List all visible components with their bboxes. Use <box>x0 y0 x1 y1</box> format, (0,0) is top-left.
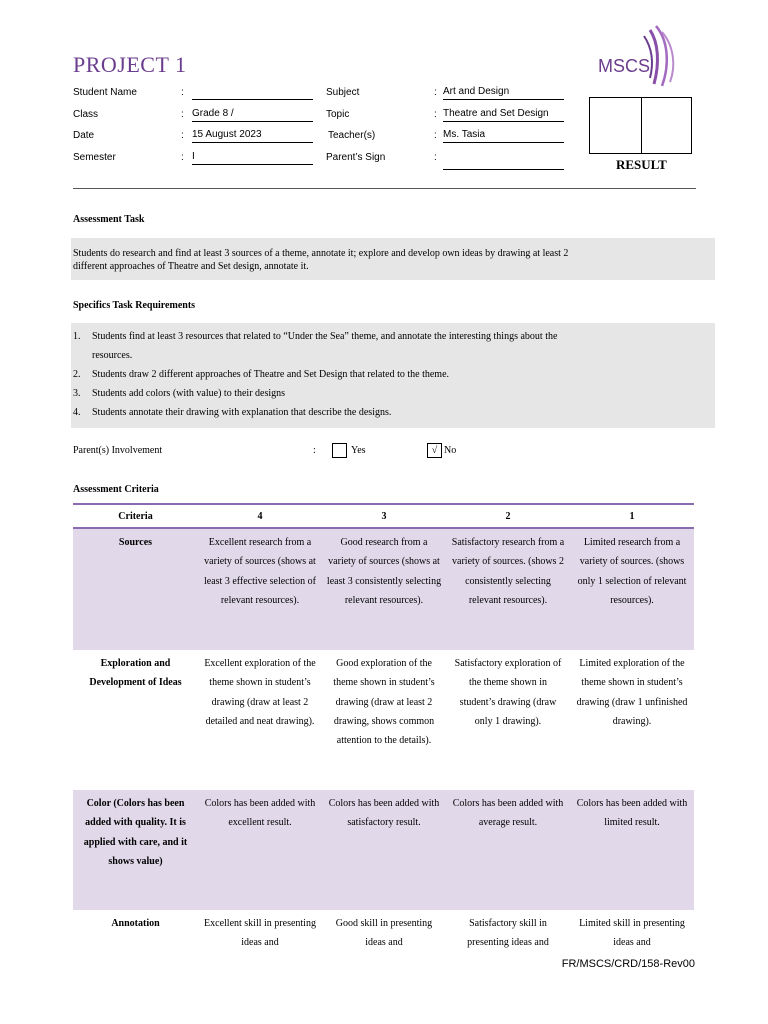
colon: : <box>313 445 316 456</box>
table-cell: Good research from a variety of sources (shows at least 3 consistently selecting relevant resources). <box>322 528 446 650</box>
table-cell: Satisfactory exploration of the theme shown in student’s drawing (draw only 1 drawing). <box>454 658 562 727</box>
colon: : <box>181 152 184 163</box>
date-label: Date <box>73 130 95 141</box>
table-cell: Colors has been added with excellent result. <box>198 790 322 910</box>
date-field[interactable]: 15 August 2023 <box>192 129 313 143</box>
document-code: FR/MSCS/CRD/158-Rev00 <box>561 958 695 970</box>
table-cell: Satisfactory skill in presenting ideas and <box>467 918 549 949</box>
teacher-field[interactable]: Ms. Tasia <box>443 129 564 143</box>
yes-checkbox[interactable] <box>332 443 347 458</box>
criteria-heading: Assessment Criteria <box>73 484 159 495</box>
table-cell: Limited skill in presenting ideas and <box>579 918 685 949</box>
colon: : <box>434 152 437 163</box>
colon: : <box>181 109 184 120</box>
list-item-number: 3. <box>73 388 81 399</box>
school-logo <box>598 22 688 94</box>
student-name-label: Student Name <box>73 87 137 98</box>
list-item: Students find at least 3 resources that related to “Under the Sea” theme, and annotate the interesting things about the <box>92 331 558 342</box>
column-header: 4 <box>198 504 322 528</box>
colon: : <box>181 87 184 98</box>
table-row <box>73 528 694 650</box>
parent-involvement-label: Parent(s) Involvement <box>73 445 163 456</box>
colon: : <box>434 130 437 141</box>
assessment-task-band <box>71 238 715 280</box>
list-item-continued: resources. <box>92 350 133 361</box>
result-box-divider <box>641 98 642 153</box>
column-header: 2 <box>446 504 570 528</box>
assessment-task-line: Students do research and find at least 3 sources of a theme, annotate it; explore and develop own ideas by drawing at least 2 <box>73 248 569 259</box>
class-label: Class <box>73 109 99 120</box>
semester-field[interactable]: I <box>192 151 313 165</box>
student-name-field[interactable] <box>192 86 313 100</box>
table-row <box>73 790 694 910</box>
class-field[interactable]: Grade 8 / <box>192 108 313 122</box>
column-header: 3 <box>322 504 446 528</box>
colon: : <box>181 130 184 141</box>
colon: : <box>434 87 437 98</box>
page-title: PROJECT 1 <box>73 52 187 77</box>
list-item: Students add colors (with value) to their designs <box>92 388 286 399</box>
table-cell: Satisfactory research from a variety of sources. (shows 2 consistently selecting relevant resources). <box>446 528 570 650</box>
table-cell: Good exploration of the theme shown in student’s drawing (draw at least 2 drawing, shows common attention to the details). <box>333 658 435 747</box>
subject-field[interactable]: Art and Design <box>443 86 564 100</box>
criteria-table <box>73 503 694 957</box>
list-item-number: 4. <box>73 407 81 418</box>
table-cell: Excellent skill in presenting ideas and <box>204 918 316 949</box>
column-header: Criteria <box>73 504 198 528</box>
subject-label: Subject <box>326 87 360 98</box>
table-row <box>73 650 694 790</box>
criteria-name: Exploration and Development of Ideas <box>89 658 182 689</box>
list-item-number: 2. <box>73 369 81 380</box>
header-divider <box>73 188 696 189</box>
result-label: RESULT <box>616 157 667 172</box>
table-row <box>73 910 694 957</box>
result-box[interactable] <box>589 97 692 154</box>
no-checkbox[interactable]: √ <box>427 443 442 458</box>
teacher-label: Teacher(s) <box>328 130 376 141</box>
table-cell: Excellent exploration of the theme shown in student’s drawing (draw at least 2 detailed and neat drawing). <box>204 658 316 727</box>
topic-label: Topic <box>326 109 350 120</box>
parent-sign-label: Parent’s Sign <box>326 152 386 163</box>
table-cell: Colors has been added with limited result. <box>570 790 694 910</box>
column-header: 1 <box>570 504 694 528</box>
requirements-band <box>71 323 715 428</box>
assessment-task-heading: Assessment Task <box>73 214 145 225</box>
table-cell: Good skill in presenting ideas and <box>335 918 433 949</box>
colon: : <box>434 109 437 120</box>
table-header-row <box>73 504 694 528</box>
yes-label: Yes <box>351 445 366 456</box>
requirements-heading: Specifics Task Requirements <box>73 300 196 311</box>
criteria-name: Sources <box>73 528 198 650</box>
table-cell: Colors has been added with satisfactory result. <box>322 790 446 910</box>
no-label: No <box>444 445 457 456</box>
list-item: Students annotate their drawing with explanation that describe the designs. <box>92 407 392 418</box>
table-cell: Limited research from a variety of sources. (shows only 1 selection of relevant resources). <box>570 528 694 650</box>
list-item-number: 1. <box>73 331 81 342</box>
assessment-task-line: different approaches of Theatre and Set design, annotate it. <box>73 260 309 272</box>
criteria-name: Annotation <box>111 918 160 929</box>
criteria-name: Color (Colors has been added with quality. It is applied with care, and it shows value) <box>73 790 198 910</box>
topic-field[interactable]: Theatre and Set Design <box>443 108 564 122</box>
table-cell: Colors has been added with average result. <box>446 790 570 910</box>
table-cell: Limited exploration of the theme shown in student’s drawing (draw 1 unfinished drawing). <box>576 658 688 727</box>
parent-sign-field[interactable] <box>443 156 564 170</box>
list-item: Students draw 2 different approaches of Theatre and Set Design that related to the theme. <box>92 369 450 380</box>
logo-text: MSCS <box>598 56 651 76</box>
semester-label: Semester <box>73 152 116 163</box>
table-cell: Excellent research from a variety of sources (shows at least 3 effective selection of relevant resources). <box>198 528 322 650</box>
